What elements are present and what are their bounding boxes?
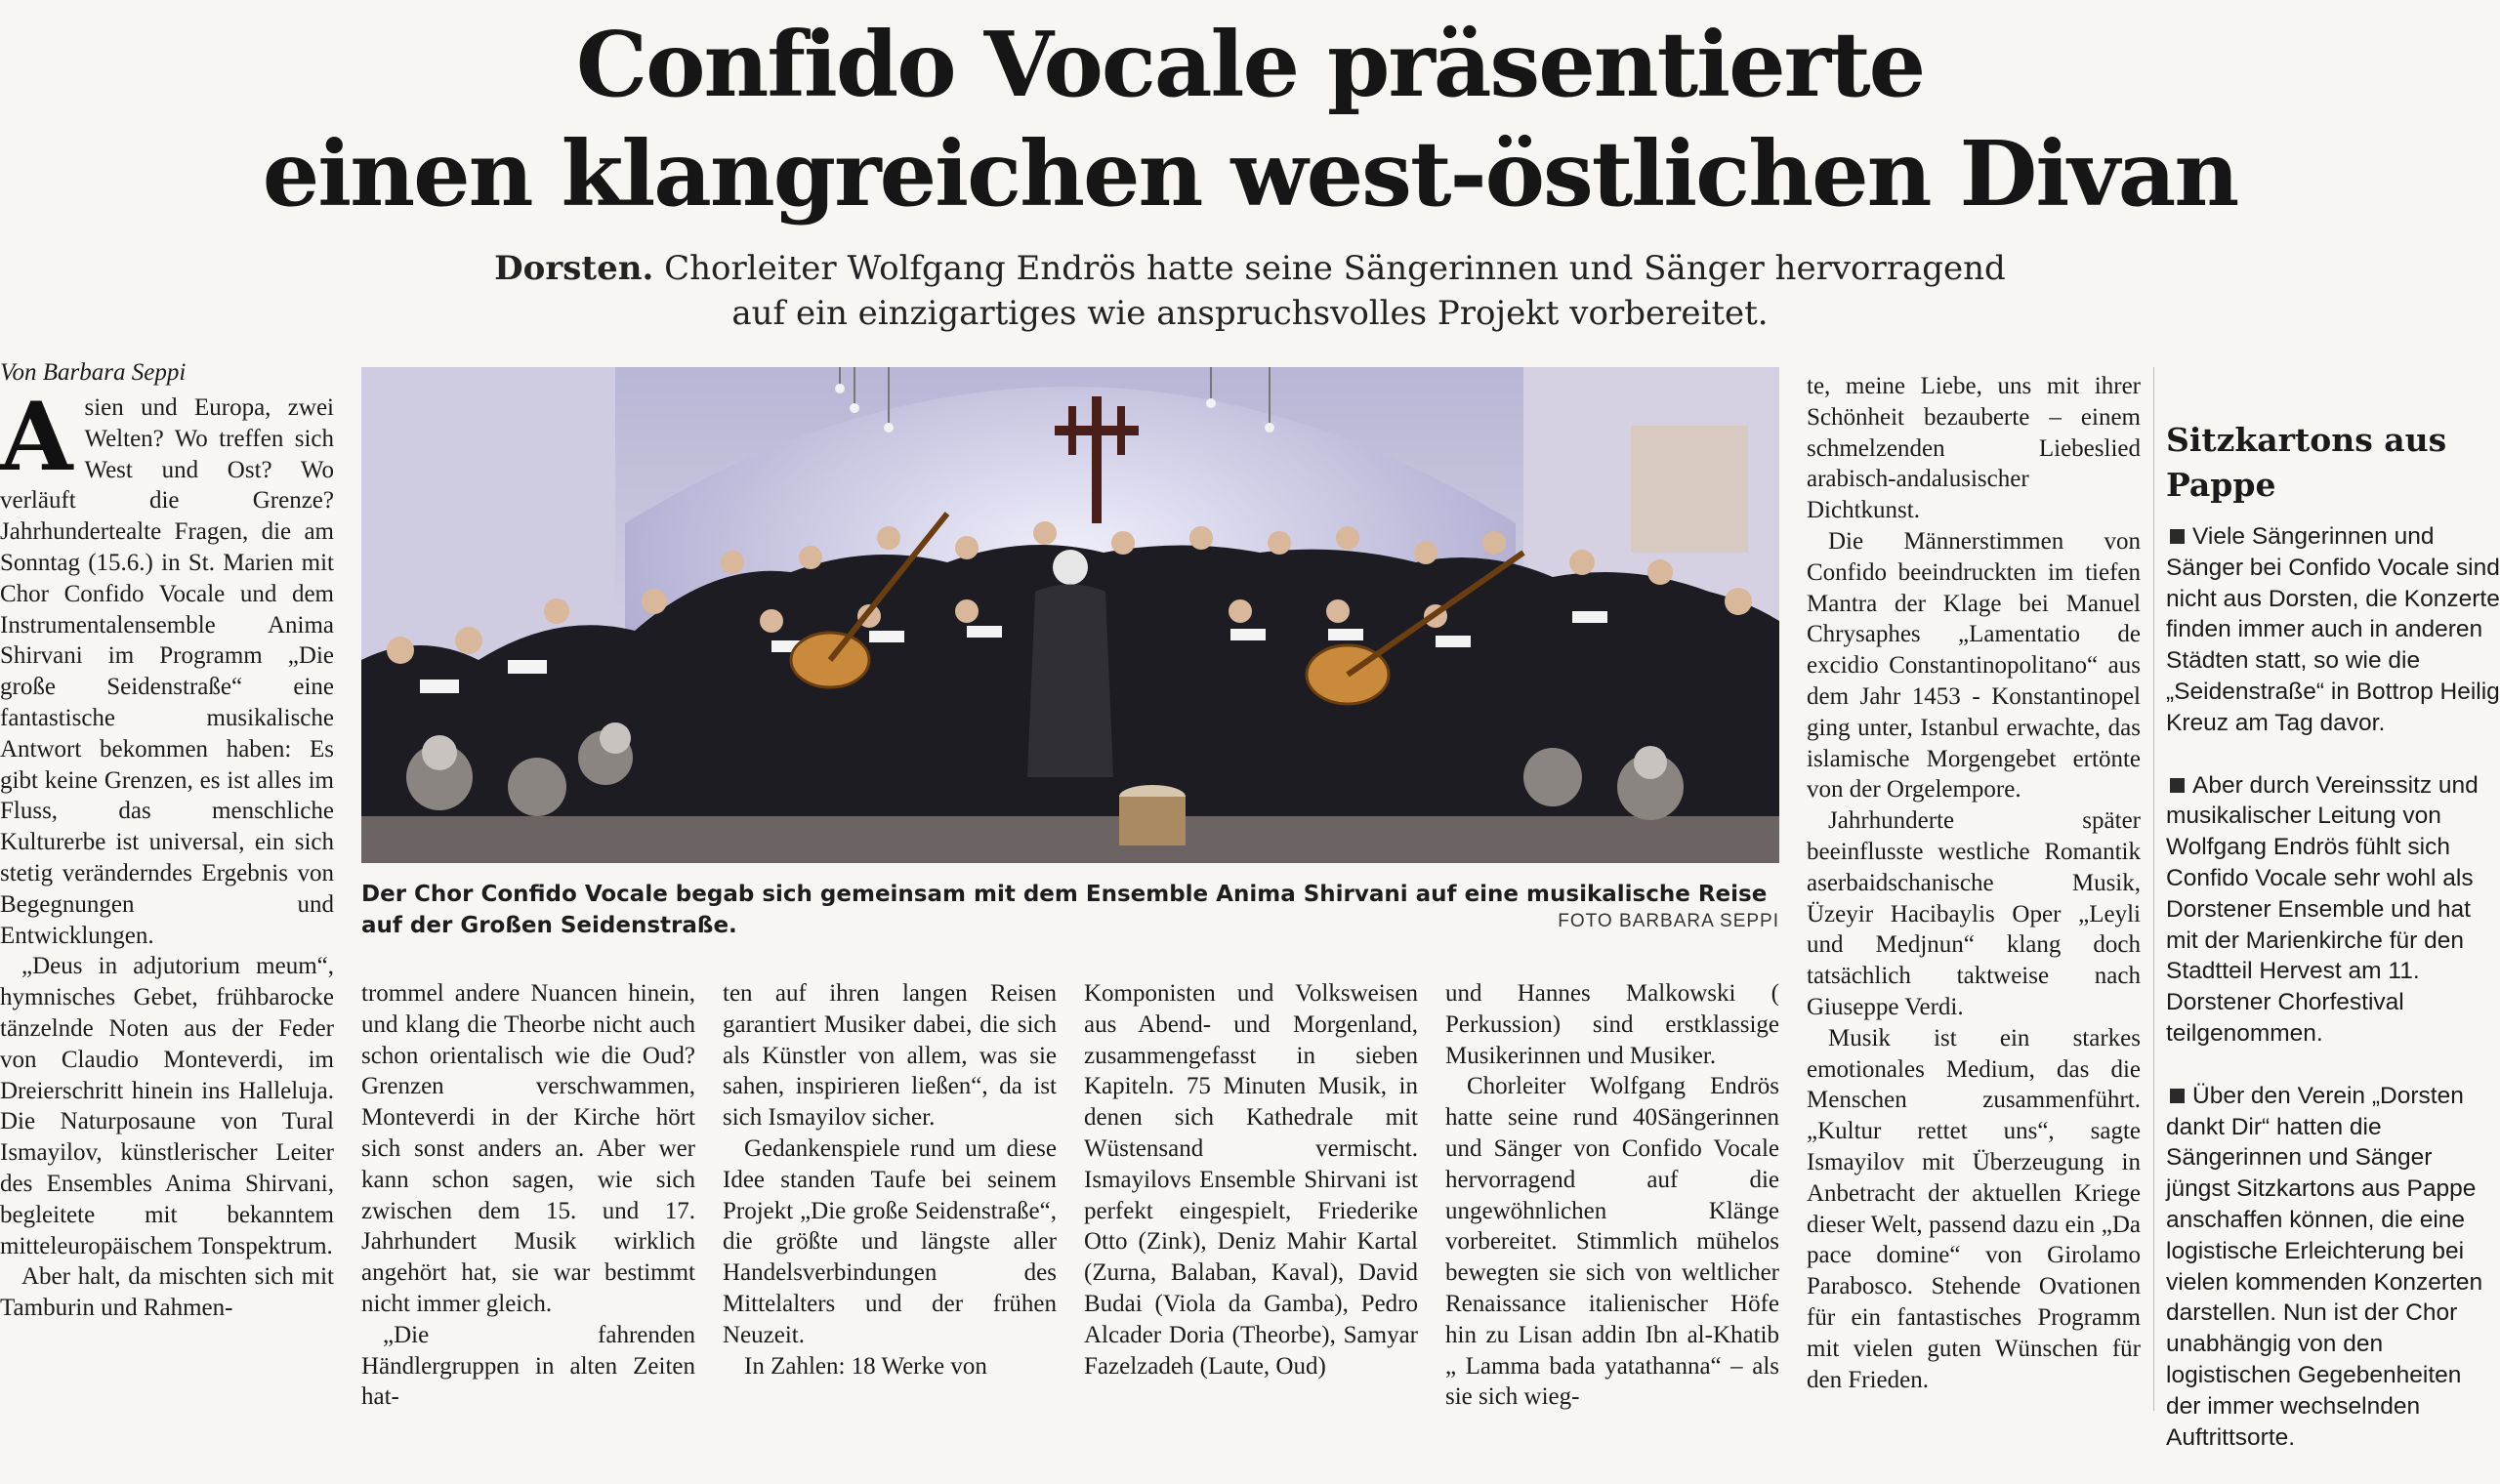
sidebar-item-text: Viele Sängerinnen und Sänger bei Confido Vocale sind nicht aus Dorsten, die Konzerte finden immer auch in anderen Städten statt, so wie die „Seidenstraße“ in Bottrop Heilig Kreuz am Tag davor. [2166,523,2500,736]
byline: Von Barbara Seppi [0,359,187,386]
sidebar-item [2166,521,2500,739]
subhead-line-2: auf ein einzigartiges wie anspruchsvolles Projekt vorbereitet. [731,294,1769,333]
photo-credit: FOTO BARBARA SEPPI [1558,911,1779,931]
paragraph: ten auf ihren langen Reisen garantiert Musiker dabei, die sich als Künstler von allem, was sie sahen, inspirieren ließen“, da ist sich Ismayilov sicher. [723,980,1057,1132]
paragraph: Die Männerstimmen von Confido beeindruckten im tiefen Mantra der Klage bei Manuel Chrysaphes „Lamentatio de excidio Constantinopolitano“ aus dem Jahr 1453 - Konstantinopel ging unter, Istanbul erwachte, das islamische Morgengebet ertönte von der Orgelempore. [1807,527,2141,804]
text-column-3 [723,978,1057,1381]
concert-photo [361,367,1779,863]
headline-line-1: Confido Vocale präsentierte [575,12,1925,117]
subheadline [0,246,2500,336]
paragraph: Chorleiter Wolfgang Endrös hatte seine rund 40Sängerinnen und Sänger von Confido Vocale hervorragend auf die ungewöhnlichen Klänge vorbereitet. Stimmlich mühelos bewegten sie sich von weltlicher Renaissance italienischer Höfe hin zu Lisan addin Ibn al-Khatib „ Lamma bada yatathanna“ – als sie sich wieg- [1445,1073,1779,1411]
bullet-square-icon [2170,1089,2185,1103]
paragraph: Musik ist ein starkes emotionales Medium, das die Menschen zusammenführt. „Kultur rettet uns“, sagte Ismayilov mit Überzeugung in Anbetracht der aktuellen Kriege dieser Welt, passend dazu ein „Da pace domine“ von Girolamo Parabosco. Stehende Ovationen für ein fantastisches Programm mit vielen guten Wünschen für den Frieden. [1807,1024,2141,1393]
text-column-1 [0,382,334,1324]
text-column-2 [361,978,695,1413]
sidebar-item-text: Über den Verein „Dorsten dankt Dir“ hatten die Sängerinnen und Sänger jüngst Sitzkartons aus Pappe anschaffen können, die eine logistische Erleichterung bei vielen kommenden Konzerten darstellen. Nun ist der Chor unabhängig von den logistischen Gegebenheiten der immer wechselnden Auftrittsorte. [2166,1082,2483,1451]
text-column-6 [1807,371,2141,1395]
subhead-place: Dorsten. [494,249,654,288]
subhead-line-1: Chorleiter Wolfgang Endrös hatte seine Sängerinnen und Sänger hervorragend [664,249,2006,288]
paragraph: te, meine Liebe, uns mit ihrer Schönheit bezauberte – einem schmelzenden Liebeslied arabisch-andalusischer Dichtkunst. [1807,373,2141,524]
paragraph: Jahrhunderte später beeinflusste westliche Romantik aserbaidschanische Musik, Üzeyir Hacibaylis Oper „Leyli und Medjnun“ klang doch tatsächlich taktweise nach Giuseppe Verdi. [1807,807,2141,1020]
text-column-5 [1445,978,1779,1413]
sidebar-item-text: Aber durch Vereinssitz und musikalischer Leitung von Wolfgang Endrös fühlt sich Confido Vocale sehr wohl als Dorstener Ensemble und hat mit der Marienkirche für den Stadtteil Hervest am 11. Dorstener Chorfestival teilgenommen. [2166,771,2479,1047]
paragraph: In Zahlen: 18 Werke von [744,1352,987,1380]
paragraph: und Hannes Malkowski ( Perkussion) sind erstklassige Musikerinnen und Musiker. [1445,980,1779,1069]
paragraph: „Deus in adjutorium meum“, hymnisches Gebet, frühbarocke tänzelnde Noten aus der Feder von Claudio Monteverdi, im Dreierschritt hinein ins Halleluja. Die Naturposaune von Tural Ismayilov, künstlerischer Leiter des Ensembles Anima Shirvani, begleitete mit bekanntem mitteleuropäischem Tonspektrum. [0,953,334,1259]
bullet-square-icon [2170,529,2185,544]
photo-caption: Der Chor Confido Vocale begab sich gemeinsam mit dem Ensemble Anima Shirvani auf eine musikalische Reise auf der Großen Seidenstraße. [361,882,1768,938]
text-column-4 [1084,978,1418,1381]
sidebar-divider [2153,367,2154,1411]
sidebar-item [2166,770,2500,1050]
dropcap: A [0,382,73,492]
paragraph: Gedankenspiele rund um diese Idee standen Taufe bei seinem Projekt „Die große Seidenstraße“, die größte und längste aller Handelsverbindungen des Mittelalters und der frühen Neuzeit. [723,1134,1057,1348]
paragraph: Komponisten und Volksweisen aus Abend- und Morgenland, zusammengefasst in sieben Kapiteln. 75 Minuten Musik, in denen sich Kathedrale mit Wüstensand vermischt. Ismayilovs Ensemble Shirvani ist perfekt eingespielt, Friederike Otto (Zink), Deniz Mahir Kartal (Zurna, Balaban, Kaval), David Budai (Viola da Gamba), Pedro Alcader Doria (Theorbe), Samyar Fazelzadeh (Laute, Oud) [1084,980,1418,1380]
sidebar-title: Sitzkartons aus Pappe [2166,421,2447,504]
paragraph: Aber halt, da mischten sich mit Tamburin und Rahmen- [0,1263,334,1322]
bullet-square-icon [2170,778,2185,793]
paragraph: sien und Europa, zwei Welten? Wo treffen sich West und Ost? Wo verläuft die Grenze? Jahrhundertealte Fragen, die am Sonntag (15.6.) in St. Marien mit Chor Confido Vocale und dem Instrumentalensemble Anima Shirvani im Programm „Die große Seidenstraße“ eine fantastische musikalische Antwort bekommen haben: Es gibt keine Grenzen, es ist alles im Fluss, das menschliche Kulturerbe ist universal, ein sich stetig veränderndes Ergebnis von Begegnungen und Entwicklungen. [0,394,334,949]
headline [0,10,2500,228]
paragraph: „Die fahrenden Händlergruppen in alten Zeiten hat- [361,1321,695,1411]
paragraph: trommel andere Nuancen hinein, und klang die Theorbe nicht auch schon orientalisch wie die Oud? Grenzen verschwammen, Monteverdi in der Kirche hört sich sonst anders an. Aber wer kann schon sagen, wie sich zwischen dem 15. und 17. Jahrhundert Musik wirklich angehört hat, sie war bestimmt nicht immer gleich. [361,980,695,1317]
headline-line-2: einen klangreichen west-östlichen Divan [262,121,2238,227]
sidebar-item [2166,1081,2500,1454]
sidebar-box [2166,521,2500,1484]
